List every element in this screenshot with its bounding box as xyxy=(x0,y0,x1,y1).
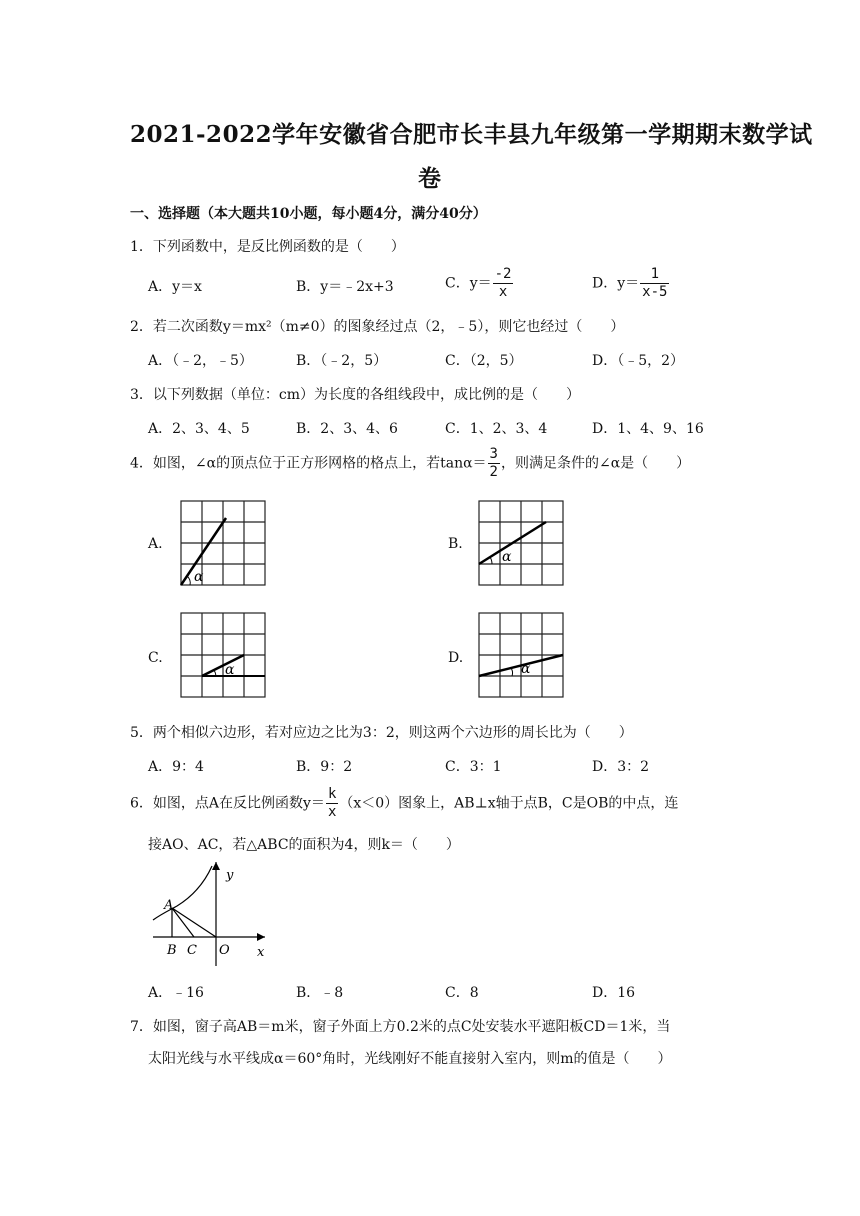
q6-fig-y-label: y xyxy=(226,868,234,883)
q3-option-a: A．2、3、4、5 xyxy=(148,421,250,437)
q4-figure-c xyxy=(180,612,270,702)
q3-option-d: D．1、4、9、16 xyxy=(592,421,704,437)
q4-figure-d xyxy=(478,612,568,702)
q6-option-a: A．﹣16 xyxy=(148,985,204,1001)
q4-denominator: 2 xyxy=(489,464,498,480)
q6-option-d: D．16 xyxy=(592,985,636,1001)
question-5-stem: 5．两个相似六边形，若对应边之比为3：2，则这两个六边形的周长比为（ ） xyxy=(130,725,633,741)
q6-fig-c-label: C xyxy=(187,943,197,958)
q4-option-c-label: C. xyxy=(148,650,163,666)
q4-stem-suffix: ，则满足条件的∠α是（ ） xyxy=(500,455,691,472)
question-3-stem: 3．以下列数据（单位：cm）为长度的各组线段中，成比例的是（ ） xyxy=(130,387,581,403)
q5-option-b: B．9：2 xyxy=(296,759,353,775)
q6-numerator: k xyxy=(327,786,337,802)
document-title-line2: 卷 xyxy=(418,165,442,192)
q6-stem-prefix: 6．如图，点A在反比例函数y＝ xyxy=(130,795,325,812)
q3-option-b: B．2、3、4、6 xyxy=(296,421,398,437)
question-7-stem-line1: 7．如图，窗子高AB＝m米，窗子外面上方0.2米的点C处安装水平遮阳板CD＝1米，当 xyxy=(130,1019,671,1035)
q4-tan-fraction xyxy=(488,446,500,481)
q6-fig-o-label: O xyxy=(219,943,230,958)
question-1-stem: 1．下列函数中，是反比例函数的是（ ） xyxy=(130,239,405,255)
q5-option-c: C．3：1 xyxy=(445,759,502,775)
q4-stem-prefix: 4．如图，∠α的顶点位于正方形网格的格点上，若tanα＝ xyxy=(130,455,487,472)
q1-c-numerator: -2 xyxy=(494,266,512,282)
q4-numerator: 3 xyxy=(489,446,498,462)
q1-option-b: B．y＝﹣2x+3 xyxy=(296,279,394,295)
q1-option-c-fraction xyxy=(493,266,514,301)
q1-c-denominator: x xyxy=(498,284,508,300)
q4-figure-b xyxy=(478,500,568,590)
q6-stem-suffix: （x＜0）图象上，AB⊥x轴于点B，C是OB的中点，连 xyxy=(339,795,679,812)
q6-fig-x-label: x xyxy=(257,945,265,960)
q4-c-alpha: α xyxy=(225,662,235,678)
section-heading: 一、选择题（本大题共10小题，每小题4分，满分40分） xyxy=(130,206,487,222)
q1-d-denominator: x-5 xyxy=(642,284,668,300)
q2-option-a: A．（﹣2，﹣5） xyxy=(148,353,253,369)
q6-fig-b-label: B xyxy=(167,943,177,958)
question-4-stem xyxy=(130,446,690,481)
q1-option-c xyxy=(445,266,514,301)
q6-fig-a-label: A xyxy=(164,898,174,913)
q2-option-c: C．（2，5） xyxy=(445,353,523,369)
q4-option-b-label: B. xyxy=(448,536,463,552)
q1-option-d xyxy=(592,266,670,301)
q5-option-a: A．9：4 xyxy=(148,759,204,775)
q4-a-alpha: α xyxy=(194,569,204,585)
q2-option-d: D．（﹣5，2） xyxy=(592,353,685,369)
q1-option-a: A．y＝x xyxy=(148,279,202,295)
question-6-stem-line2: 接AO、AC，若△ABC的面积为4，则k＝（ ） xyxy=(148,837,460,853)
document-title-line1: 2021-2022学年安徽省合肥市长丰县九年级第一学期期末数学试 xyxy=(130,121,813,148)
question-6-stem-line1 xyxy=(130,786,678,821)
q4-option-a-label: A. xyxy=(148,536,163,552)
q5-option-d: D．3：2 xyxy=(592,759,650,775)
q4-d-alpha: α xyxy=(521,661,531,677)
q4-option-d-label: D. xyxy=(448,650,464,666)
q6-option-b: B．﹣8 xyxy=(296,985,344,1001)
q4-b-alpha: α xyxy=(502,549,512,565)
q6-figure xyxy=(145,858,275,968)
q6-option-c: C．8 xyxy=(445,985,479,1001)
q2-option-b: B．（﹣2，5） xyxy=(296,353,388,369)
q1-option-d-prefix: D．y＝ xyxy=(592,275,640,292)
question-7-stem-line2: 太阳光线与水平线成α＝60°角时，光线刚好不能直接射入室内，则m的值是（ ） xyxy=(148,1051,672,1067)
question-2-stem: 2．若二次函数y＝mx²（m≠0）的图象经过点（2，﹣5），则它也经过（ ） xyxy=(130,319,625,335)
q1-option-c-prefix: C．y＝ xyxy=(445,275,492,292)
q6-denominator: x xyxy=(327,804,337,820)
q4-figure-a xyxy=(180,500,270,590)
q3-option-c: C．1、2、3、4 xyxy=(445,421,548,437)
q1-option-d-fraction xyxy=(640,266,669,301)
q6-k-over-x-fraction xyxy=(326,786,338,821)
q1-d-numerator: 1 xyxy=(650,266,659,282)
